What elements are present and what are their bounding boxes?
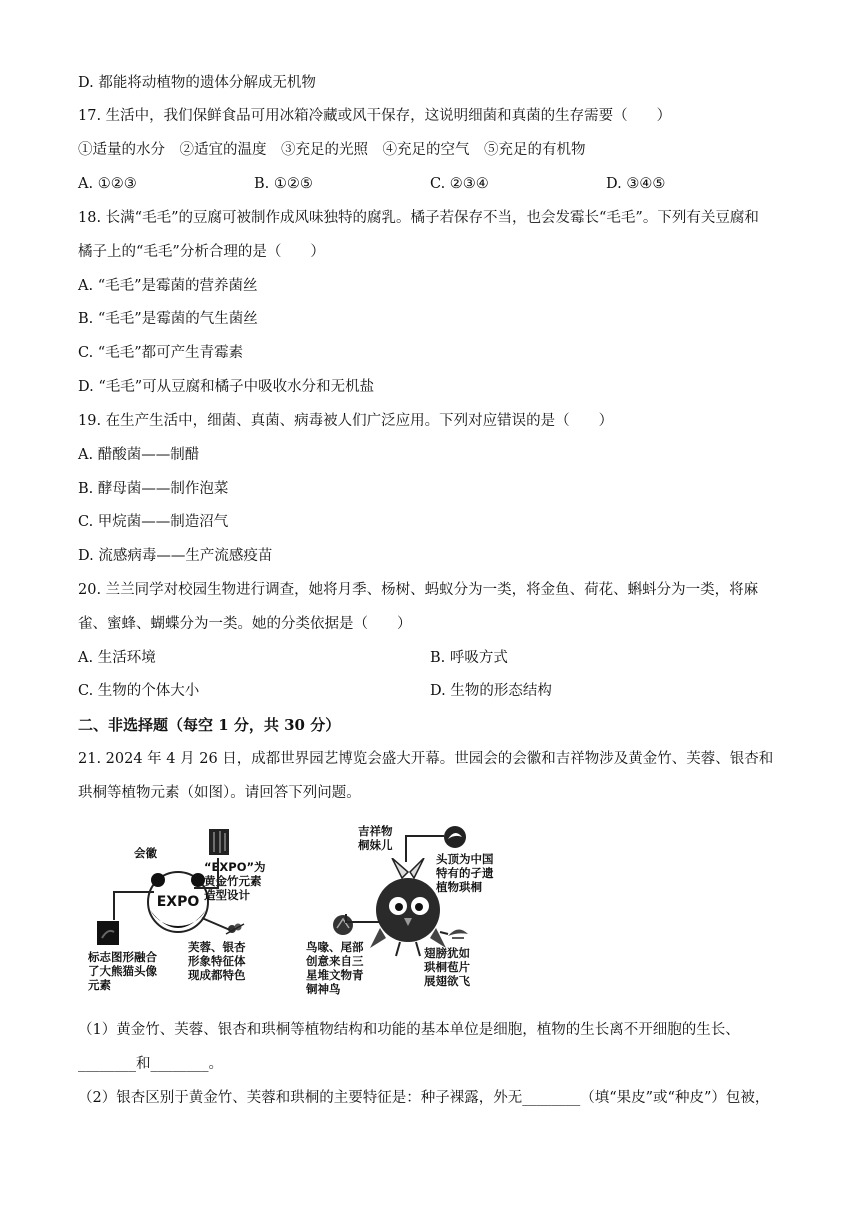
mascot-wing-note: 翅膀犹如 珙桐苞片 展翅欲飞 <box>424 946 470 988</box>
mascot-head-note: 头顶为中国 特有的孑遗 植物珙桐 <box>436 852 494 894</box>
q19-option-b: B. 酵母菌——制作泡菜 <box>78 481 229 497</box>
q16-option-d: D. 都能将动植物的遗体分解成无机物 <box>78 75 316 91</box>
q19-option-c: C. 甲烷菌——制造沼气 <box>78 514 229 530</box>
q17-option-b: B. ①②⑤ <box>254 176 313 192</box>
q18-stem-line2: 橘子上的“毛毛”分析合理的是（ ） <box>78 244 325 260</box>
q20-stem-line2: 雀、蜜蜂、蝴蝶分为一类。她的分类依据是（ ） <box>78 616 412 632</box>
q17-option-a: A. ①②③ <box>78 176 137 192</box>
q19-option-a: A. 醋酸菌——制醋 <box>78 447 200 463</box>
q18-option-b: B. “毛毛”是霉菌的气生菌丝 <box>78 311 258 327</box>
emblem-panda-note: 标志图形融合 了大熊猫头像 元素 <box>88 950 157 992</box>
q20-option-c: C. 生物的个体大小 <box>78 683 200 699</box>
q20-option-d: D. 生物的形态结构 <box>430 683 552 699</box>
emblem-expo-note: “EXPO”为 黄金竹元素 造型设计 <box>204 860 266 902</box>
emblem-title: 会徽 <box>134 846 157 860</box>
q21-stem-line1: 21. 2024 年 4 月 26 日，成都世界园艺博览会盛大开幕。世园会的会徽和吉祥物涉及黄金竹、芙蓉、银杏和 <box>78 751 774 767</box>
q18-stem-line1: 18. 长满“毛毛”的豆腐可被制作成风味独特的腐乳。橘子若保存不当，也会发霉长“毛毛”。下列有关豆腐和 <box>78 210 759 226</box>
q17-stem: 17. 生活中，我们保鲜食品可用冰箱冷藏或风干保存，这说明细菌和真菌的生存需要（ ） <box>78 108 672 124</box>
mascot-connector-lines <box>84 822 564 1002</box>
emblem-logo-text: EXPO <box>156 894 200 910</box>
q17-items: ①适量的水分 ②适宜的温度 ③充足的光照 ④充足的空气 ⑤充足的有机物 <box>78 142 586 158</box>
q21-stem-line2: 珙桐等植物元素（如图）。请回答下列问题。 <box>78 785 361 801</box>
q21-part2: （2）银杏区别于黄金竹、芙蓉和珙桐的主要特征是：种子裸露，外无________（填“果皮”或“种皮”）包被， <box>78 1090 770 1106</box>
q18-option-a: A. “毛毛”是霉菌的营养菌丝 <box>78 278 258 294</box>
q18-option-c: C. “毛毛”都可产生青霉素 <box>78 345 244 361</box>
section-heading: 二、非选择题（每空 1 分，共 30 分） <box>78 716 341 734</box>
q21-figure <box>84 822 564 1002</box>
q17-option-c: C. ②③④ <box>430 176 489 192</box>
q20-stem-line1: 20. 兰兰同学对校园生物进行调查，她将月季、杨树、蚂蚁分为一类，将金鱼、荷花、蝌蚪分为一类，将麻 <box>78 582 759 598</box>
q18-option-d: D. “毛毛”可从豆腐和橘子中吸收水分和无机盐 <box>78 379 375 395</box>
q19-option-d: D. 流感病毒——生产流感疫苗 <box>78 548 273 564</box>
q19-stem: 19. 在生产生活中，细菌、真菌、病毒被人们广泛应用。下列对应错误的是（ ） <box>78 413 614 429</box>
q17-option-d: D. ③④⑤ <box>606 176 666 192</box>
q21-part1-line1: （1）黄金竹、芙蓉、银杏和珙桐等植物结构和功能的基本单位是细胞，植物的生长离不开细胞的生长、 <box>78 1022 740 1038</box>
q20-option-a: A. 生活环境 <box>78 650 156 666</box>
emblem-furong-note: 芙蓉、银杏 形象特征体 现成都特色 <box>188 940 246 982</box>
q21-part1-line2: ________和________。 <box>78 1056 223 1072</box>
mascot-beak-note: 鸟喙、尾部 创意来自三 星堆文物青 铜神鸟 <box>306 940 364 996</box>
mascot-title: 吉祥物 桐妹儿 <box>358 824 393 852</box>
q20-option-b: B. 呼吸方式 <box>430 650 508 666</box>
